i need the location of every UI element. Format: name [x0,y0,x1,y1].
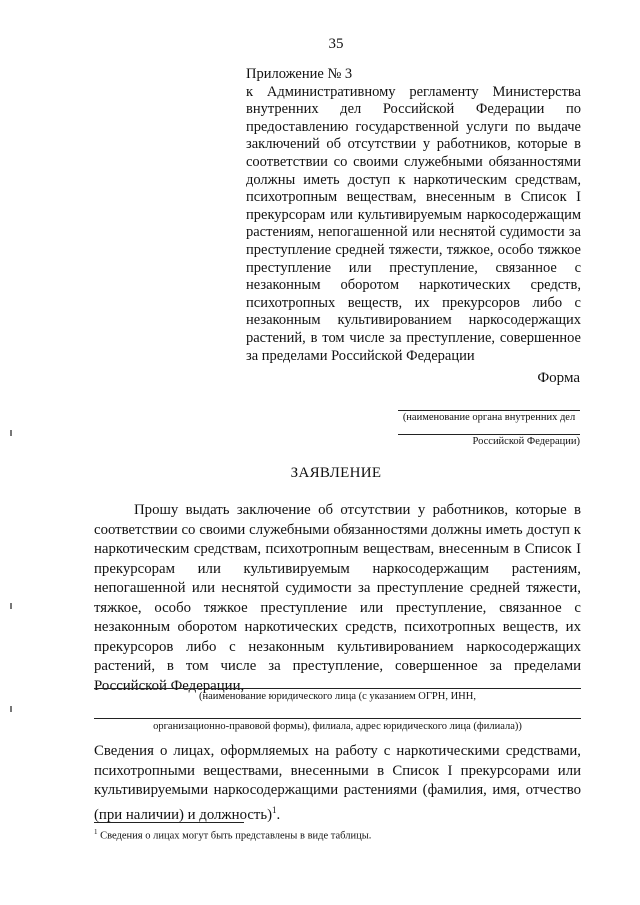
entity-caption-1: (наименование юридического лица (с указанием ОГРН, ИНН, [199,691,476,702]
authority-line-1 [398,410,580,423]
appendix-text: к Административному регламенту Министерства внутренних дел Российской Федерации по предоставлению государственной услуги по выдаче заключений об отсутствии у работников, которые в соответствии со своими служебными обязанностями должны иметь доступ к наркотическим средствам, психотропным веществам, внесенным в Список I прекурсорам или культивируемым наркосодержащим растениям, непогашенной или неснятой судимости за преступление средней тяжести, тяжкое, особо тяжкое преступление или преступление, связанное с незаконным оборотом наркотических средств, психотропных веществ, их прекурсоров либо с незаконным культивированием наркосодержащих растений, в том числе за преступление, совершенное за пределами Российской Федерации [246,83,581,364]
persons-info-text: Сведения о лицах, оформляемых на работу с наркотическими средствами, психотропными веществами, внесенными в Список I прекурсорами или культивируемыми наркосодержащими растениями (фамилия, имя, отчество (при наличии) и должность)$^1$. [94,743,581,823]
page-number: 35 [328,36,344,52]
footnote-separator [94,822,244,823]
entity-name-line-1 [94,688,581,702]
authority-caption-2: Российской Федерации) [472,436,580,447]
entity-name-line-2 [94,718,581,732]
document-heading: ЗАЯВЛЕНИЕ [290,465,382,481]
footnote [94,828,371,842]
form-label: Форма [537,370,580,386]
appendix-block [246,66,581,365]
footnote-number: 1 [94,828,98,836]
persons-info-content: Сведения о лицах, оформляемых на работу с наркотическими средствами, психотропными веществами, внесенными в Список I прекурсорами или культивируемыми наркосодержащими растениями (фамилия, имя, отчество (при наличии) и должность) [94,743,581,823]
footnote-text: Сведения о лицах могут быть представлены в виде таблицы. [100,830,372,842]
footnote-reference: 1 [272,804,277,815]
scan-mark [10,430,12,436]
application-body: Прошу выдать заключение об отсутствии у работников, которые в соответствии со своими служебными обязанностями должны иметь доступ к наркотическим средствам, психотропным веществам, внесенным в Список I прекурсорам или культивируемым наркосодержащим растениям, непогашенной или неснятой судимости за преступление средней тяжести, тяжкое, особо тяжкое преступление или преступление, связанное с незаконным оборотом наркотических средств, психотропных веществ, их прекурсоров либо с незаконным культивированием наркосодержащих растений, в том числе за преступление, совершенное за пределами Российской Федерации, [94,502,581,694]
authority-caption-1: (наименование органа внутренних дел [402,412,576,423]
authority-line-2 [398,434,580,447]
appendix-title: Приложение № 3 [246,66,353,82]
entity-caption-2: организационно-правовой формы), филиала, адрес юридического лица (филиала)) [153,721,522,732]
scan-mark [10,706,12,712]
scan-mark [10,603,12,609]
